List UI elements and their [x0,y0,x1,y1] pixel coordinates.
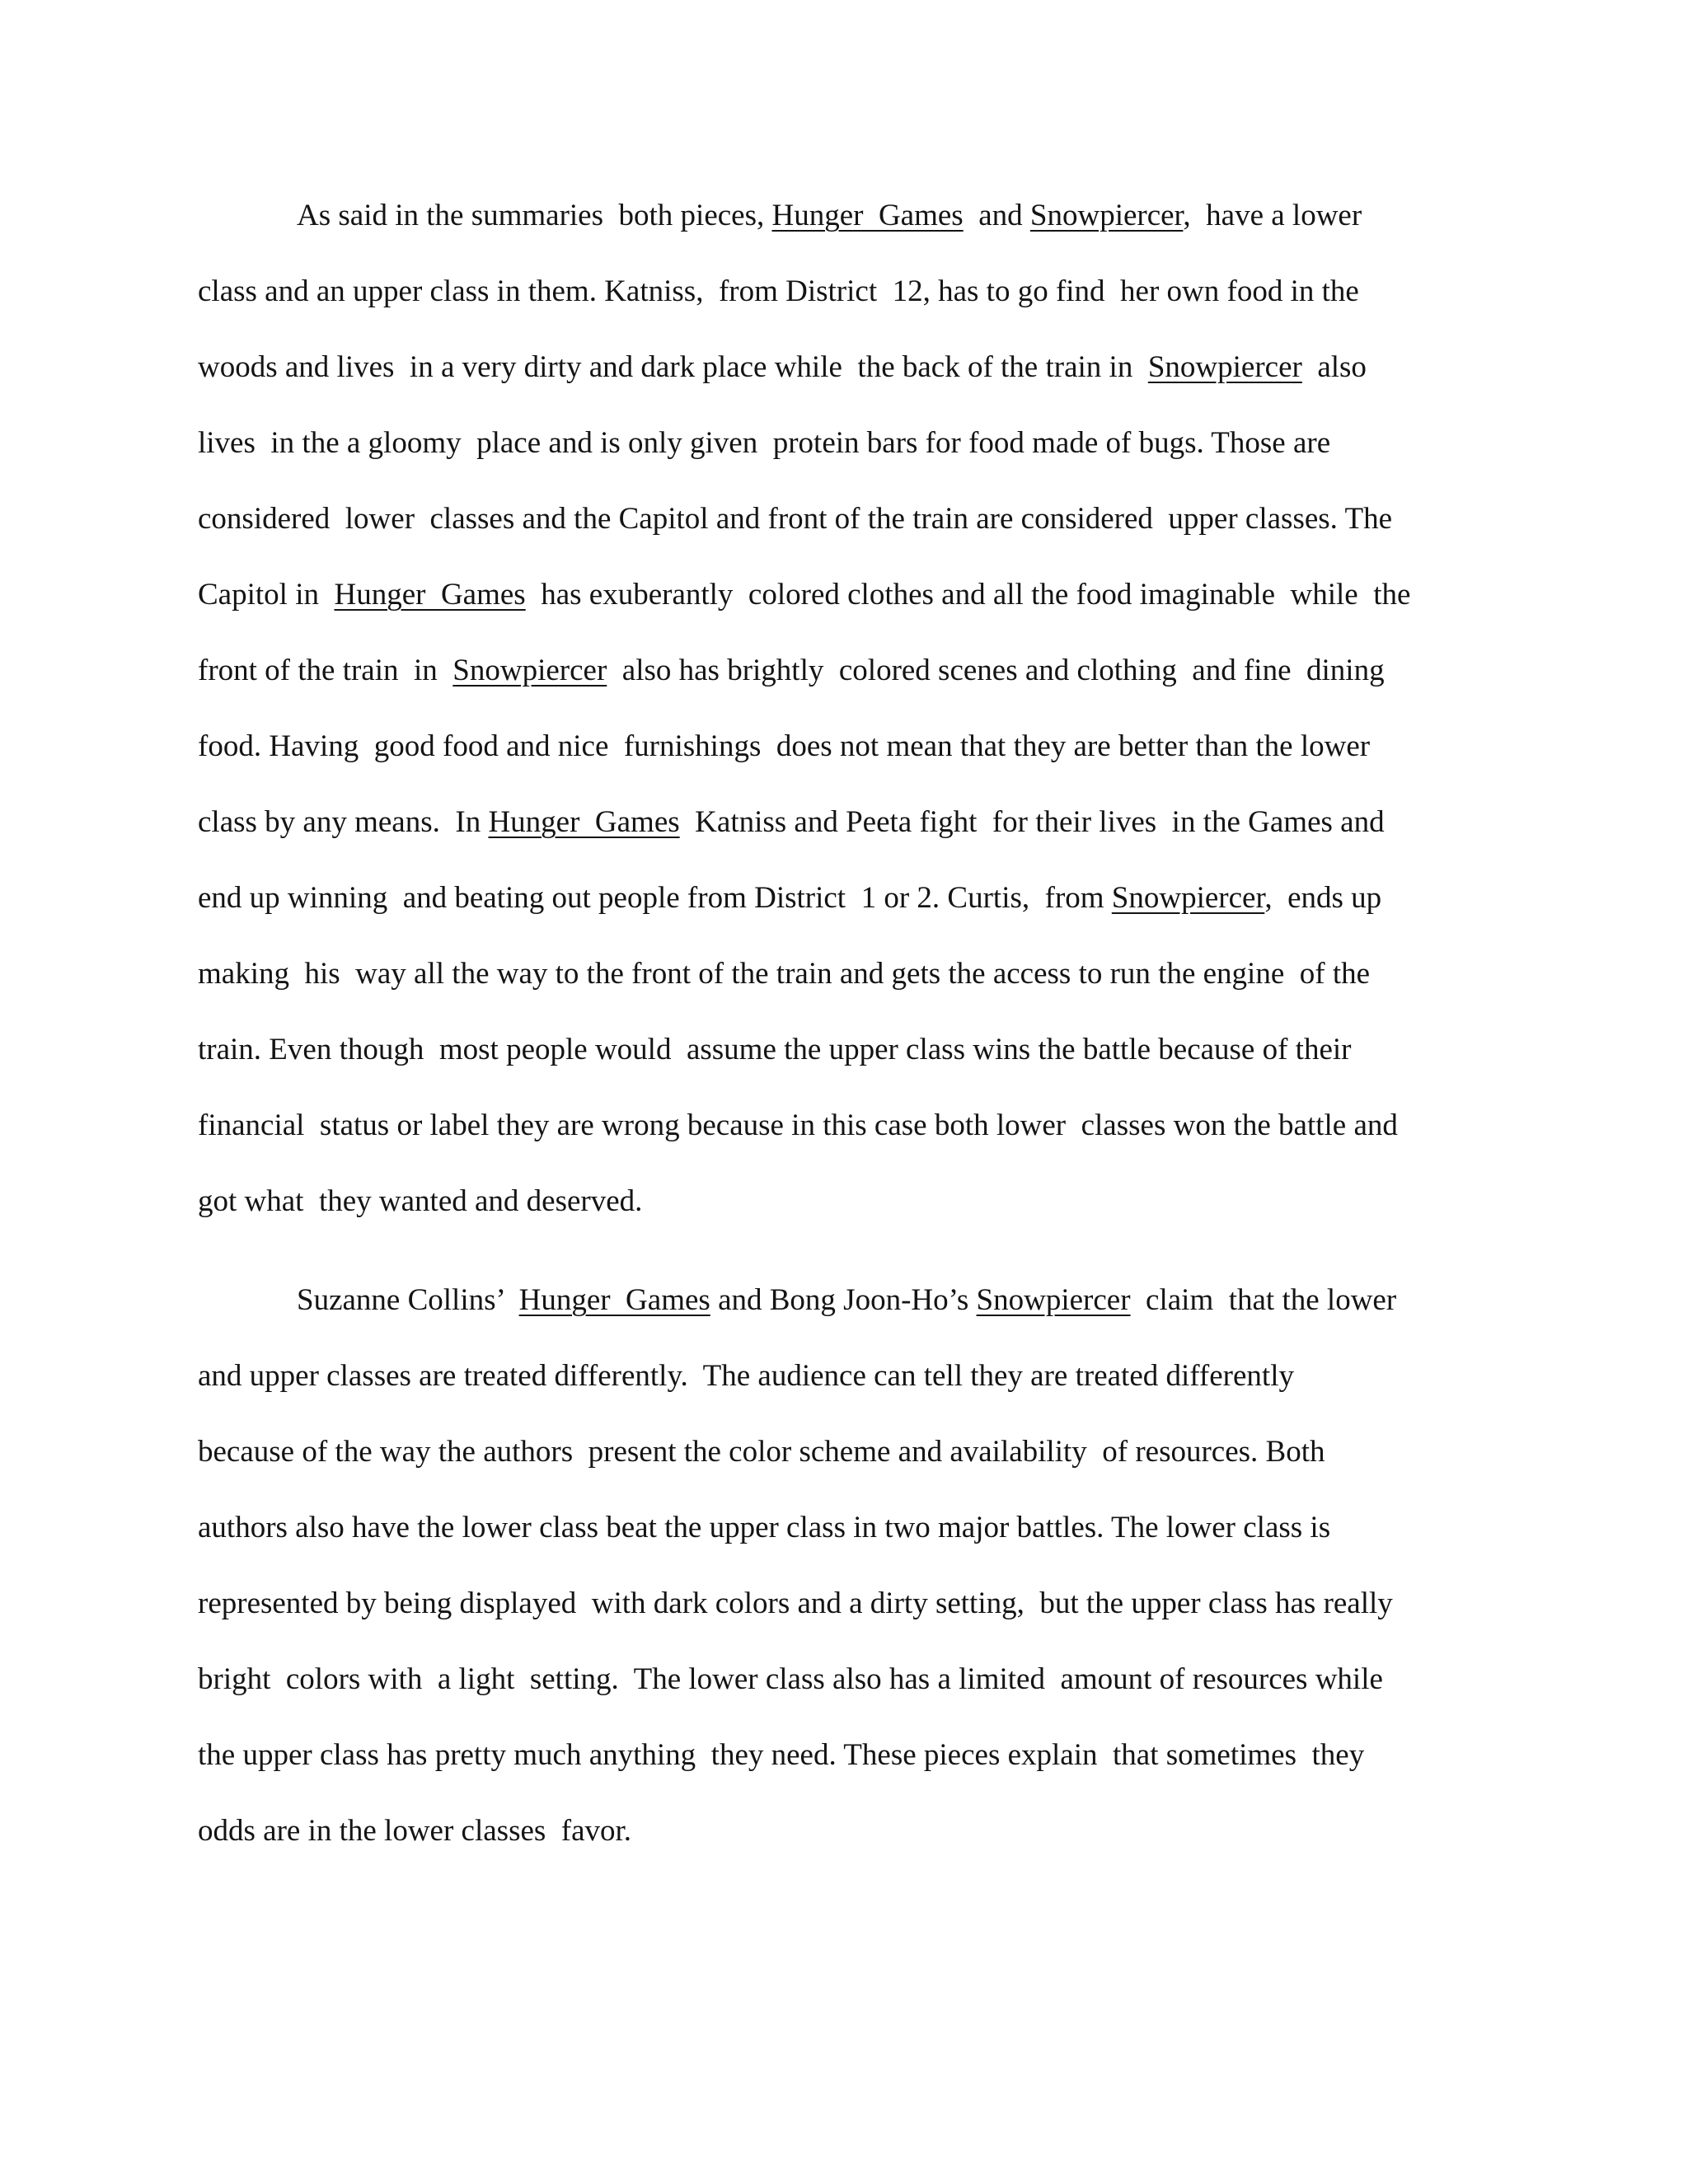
text-run: financial status or label they are wrong because in this case both lower classes won the battle and [198,1108,1398,1142]
underlined-title: Hunger Games [334,578,526,612]
text-run: claim that the lower [1130,1283,1397,1317]
text-run: also [1301,350,1367,384]
text-line [198,1268,1484,1343]
text-run: also has brightly colored scenes and clothing and fine dining [607,654,1385,687]
underlined-title: Snowpiercer [1147,350,1302,384]
text-line [198,259,1484,335]
text-run: got what they wanted and deserved. [198,1184,643,1218]
text-line [198,486,1484,562]
text-line [198,335,1484,410]
text-line [198,941,1484,1017]
text-run: class by any means. In [198,805,489,839]
underlined-title: Hunger Games [771,199,964,232]
text-line [198,1571,1484,1647]
underlined-title: Snowpiercer [1111,881,1265,915]
text-run: and upper classes are treated differently. The audience can tell they are treated differently [198,1359,1294,1393]
text-run: front of the train in [198,654,453,687]
text-run: Suzanne Collins’ [297,1283,519,1317]
text-line [198,1798,1484,1874]
text-line [198,638,1484,714]
text-run: the upper class has pretty much anything they need. These pieces explain that sometimes they [198,1738,1365,1772]
text-run: and Bong Joon-Ho’s [710,1283,977,1317]
text-run: represented by being displayed with dark colors and a dirty setting, but the upper class has really [198,1586,1393,1620]
paragraph [198,1268,1484,1874]
text-line [198,183,1484,259]
text-run: has exuberantly colored clothes and all the food imaginable while the [525,578,1411,612]
text-line [198,865,1484,941]
text-line [198,1343,1484,1419]
text-run: authors also have the lower class beat the upper class in two major battles. The lower class is [198,1511,1331,1544]
text-line [198,1647,1484,1722]
underlined-title: Hunger Games [488,805,680,839]
text-run: bright colors with a light setting. The lower class also has a limited amount of resources while [198,1662,1383,1696]
text-line [198,410,1484,486]
text-line [198,714,1484,790]
text-run: considered lower classes and the Capitol and front of the train are considered upper classes. The [198,502,1393,536]
text-run: odds are in the lower classes favor. [198,1814,632,1848]
text-run: end up winning and beating out people from District 1 or 2. Curtis, from [198,881,1112,915]
text-run: because of the way the authors present the color scheme and availability of resources. Both [198,1435,1325,1469]
text-run: Katniss and Peeta fight for their lives in the Games and [679,805,1385,839]
underlined-title: Snowpiercer [976,1283,1131,1317]
underlined-title: Snowpiercer [1029,199,1184,232]
text-run: making his way all the way to the front of the train and gets the access to run the engine of the [198,957,1371,991]
text-run: As said in the summaries both pieces, [297,199,772,232]
essay-body [198,183,1484,1874]
text-line [198,562,1484,638]
text-line [198,1495,1484,1571]
underlined-title: Hunger Games [518,1283,710,1317]
text-line [198,1093,1484,1169]
text-run: and [963,199,1030,232]
text-run: , have a lower [1183,199,1362,232]
text-line [198,1017,1484,1093]
text-run: food. Having good food and nice furnishings does not mean that they are better than the lower [198,729,1371,763]
text-run: woods and lives in a very dirty and dark place while the back of the train in [198,350,1148,384]
underlined-title: Snowpiercer [452,654,607,687]
text-run: , ends up [1264,881,1382,915]
text-line [198,790,1484,865]
text-run: train. Even though most people would assume the upper class wins the battle because of their [198,1033,1352,1066]
text-run: Capitol in [198,578,335,612]
text-run: class and an upper class in them. Katniss, from District 12, has to go find her own food in the [198,274,1359,308]
text-line [198,1722,1484,1798]
paragraph [198,183,1484,1244]
text-line [198,1169,1484,1244]
text-run: lives in the a gloomy place and is only given protein bars for food made of bugs. Those are [198,426,1331,460]
text-line [198,1419,1484,1495]
